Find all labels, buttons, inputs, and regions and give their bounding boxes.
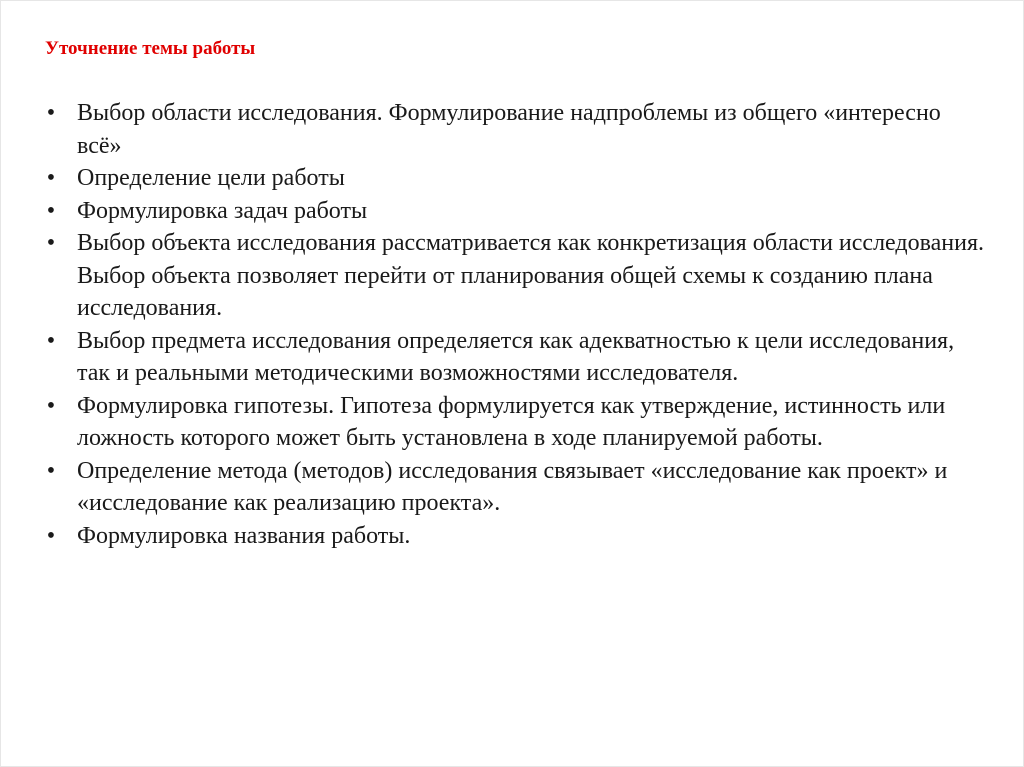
- bullet-text: Определение цели работы: [77, 165, 345, 191]
- bullet-item: [41, 390, 991, 455]
- bullet-list: [41, 97, 991, 552]
- bullet-text: Формулировка названия работы.: [77, 522, 411, 549]
- bullet-item: [41, 162, 991, 195]
- bullet-text: Формулировка гипотезы. Гипотеза формулируется как утверждение, истинность или ложность которого может быть установлена в ходе планируемой работы.: [77, 392, 946, 451]
- bullet-item: [41, 325, 991, 390]
- bullet-text: Выбор объекта исследования рассматривается как конкретизация области исследования. Выбор объекта позволяет перейти от планирования общей схемы к созданию плана исследования.: [77, 230, 984, 321]
- bullet-item: [41, 195, 991, 228]
- bullet-item: [41, 97, 991, 162]
- bullet-text: Выбор предмета исследования определяется как адекватностью к цели исследования, так и реальными методическими возможностями исследователя.: [77, 327, 955, 386]
- bullet-marker: •: [46, 197, 56, 224]
- bullet-marker: •: [46, 392, 56, 419]
- bullet-marker: •: [46, 522, 56, 549]
- bullet-marker: •: [46, 165, 56, 191]
- bullet-marker: •: [46, 230, 56, 256]
- bullet-text: Определение метода (методов) исследования связывает «исследование как проект» и «исследование как реализацию проекта».: [77, 457, 948, 516]
- bullet-marker: •: [46, 327, 56, 354]
- slide-title: Уточнение темы работы: [45, 38, 256, 59]
- bullet-marker: •: [46, 100, 56, 126]
- bullet-text: Формулировка задач работы: [77, 197, 368, 224]
- bullet-item: [41, 520, 991, 553]
- bullet-text: Выбор области исследования. Формулирование надпроблемы из общего «интересно всё»: [77, 100, 941, 159]
- bullet-marker: •: [46, 457, 56, 484]
- bullet-item: [41, 455, 991, 520]
- bullet-item: [41, 227, 991, 325]
